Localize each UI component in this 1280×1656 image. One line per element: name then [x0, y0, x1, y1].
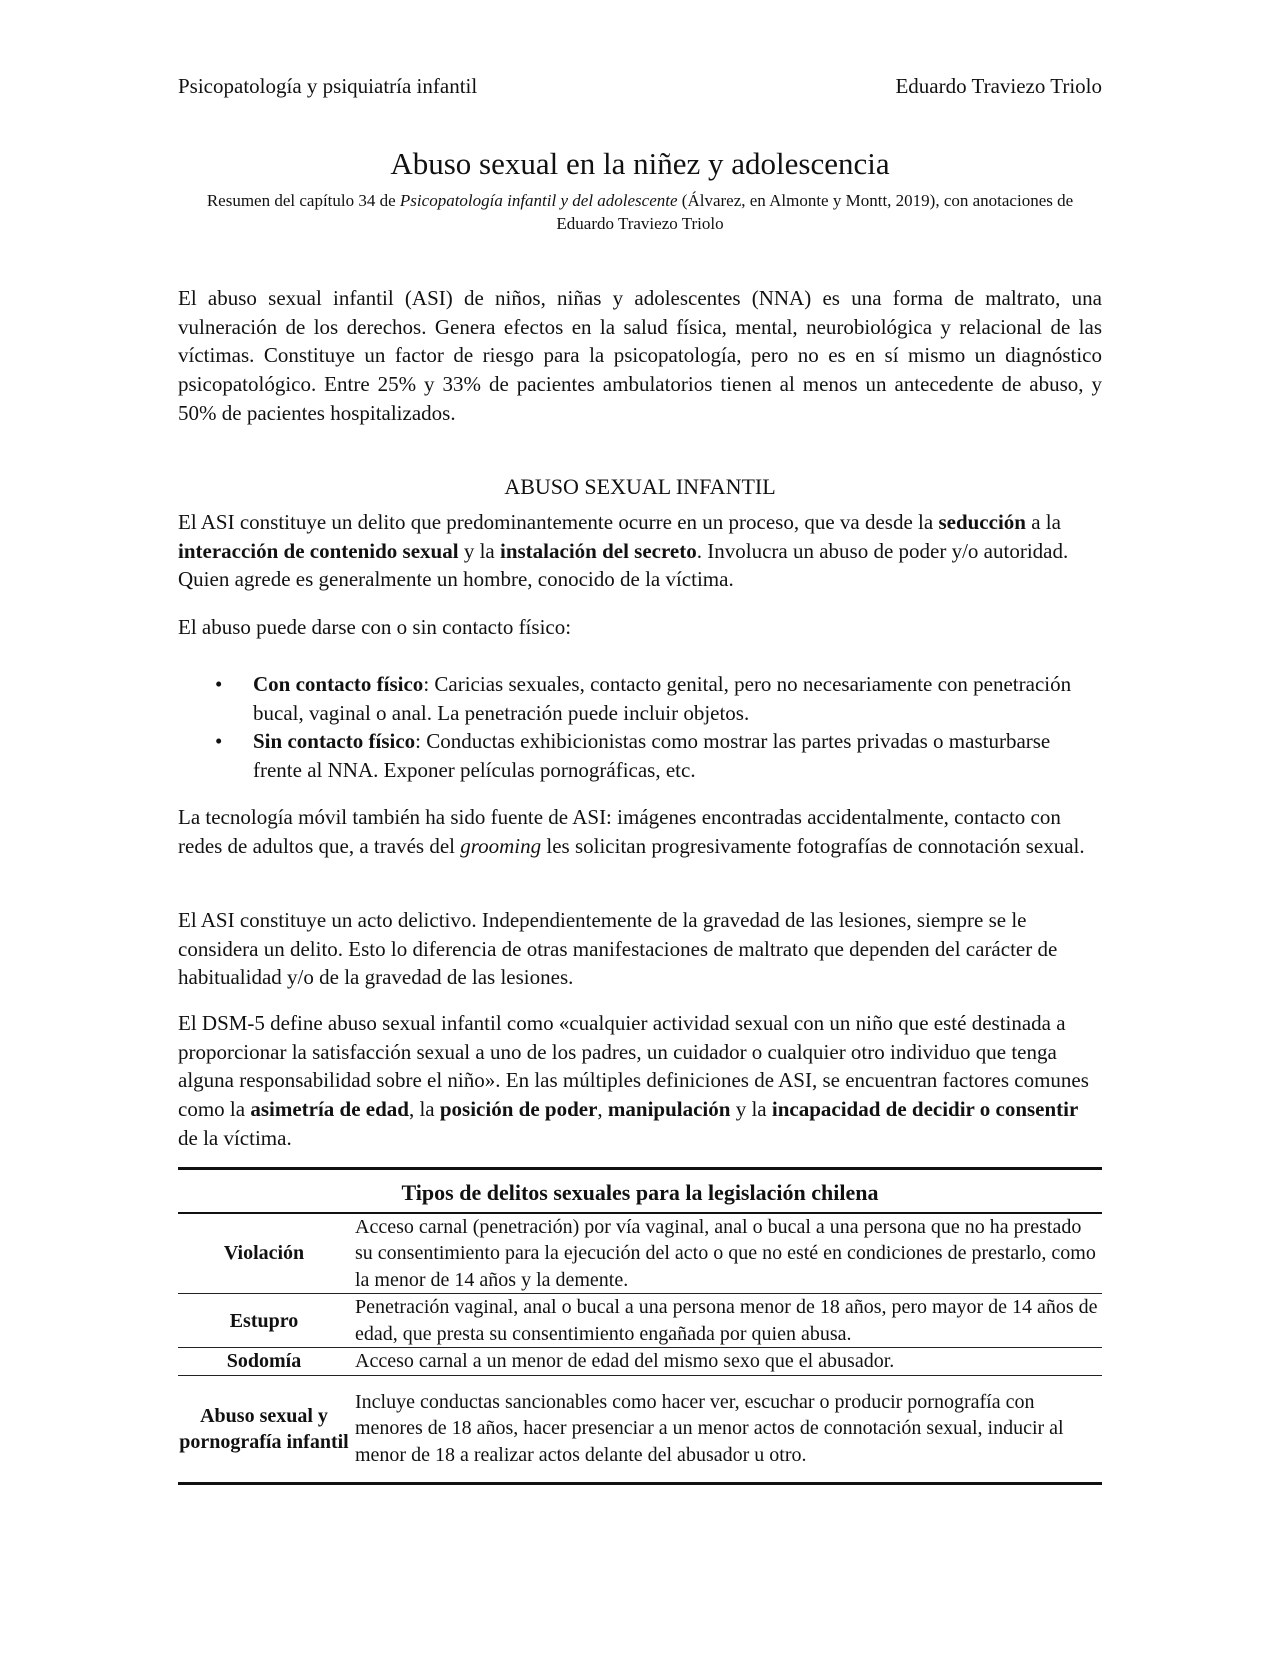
bullet-icon: • — [215, 672, 223, 696]
header-course: Psicopatología y psiquiatría infantil — [178, 74, 478, 98]
document-title: Abuso sexual en la niñez y adolescencia — [390, 146, 890, 181]
text-run: , — [597, 1097, 608, 1122]
section-heading: ABUSO SEXUAL INFANTIL — [504, 474, 776, 499]
table-definition: Acceso carnal a un menor de edad del mismo sexo que el abusador. — [350, 1348, 1102, 1376]
text-run: les solicitan progresivamente fotografías de connotación sexual. — [541, 833, 1085, 858]
bold-term: posición de poder — [439, 1097, 598, 1122]
subtitle-after: (Álvarez, en Almonte y Montt, 2019), con anotaciones de Eduardo Traviezo Triolo — [556, 191, 1074, 233]
header-author: Eduardo Traviezo Triolo — [895, 74, 1102, 98]
text-run: La tecnología móvil también ha sido fuente de ASI: imágenes encontradas accidentalmente, contacto con redes de adultos que, a través del — [178, 805, 1061, 858]
paragraph-dsm5 — [178, 1009, 1102, 1153]
bold-term: asimetría de edad — [250, 1097, 409, 1122]
table-title: Tipos de delitos sexuales para la legislación chilena — [178, 1169, 1102, 1213]
paragraph-contact: El abuso puede darse con o sin contacto físico: — [178, 615, 572, 639]
table-definition: Penetración vaginal, anal o bucal a una persona menor de 18 años, pero mayor de 14 años de edad, que presta su consentimiento engañada por quien abusa. — [350, 1294, 1102, 1348]
table-term: Violación — [178, 1213, 350, 1294]
subtitle-before: Resumen del capítulo 34 de — [206, 191, 400, 210]
bullet-icon: • — [215, 729, 223, 754]
text-run: , la — [408, 1097, 440, 1122]
list-item — [178, 670, 1102, 727]
text-run: El DSM-5 define abuso sexual infantil como «cualquier actividad sexual con un niño que esté destinada a proporcionar la satisfacción sexual a uno de los padres, un cuidador o cualquier otro individuo que tenga alguna responsabilidad sobre el niño». En las múltiples definiciones de ASI, se encuentran factores comunes como la — [178, 1011, 1089, 1122]
text-run: y la — [730, 1097, 772, 1122]
paragraph-delict: El ASI constituye un acto delictivo. Independientemente de la gravedad de las lesiones, siempre se le considera un delito. Esto lo diferencia de otras manifestaciones de maltrato que dependen del carácter de habitualidad y/o de la gravedad de las lesiones. — [178, 908, 1058, 990]
bold-term: Sin contacto físico — [253, 729, 416, 754]
text-run: de la víctima. — [178, 1125, 292, 1150]
text-run: y la — [458, 538, 500, 563]
italic-term: grooming — [460, 833, 542, 858]
bold-term: Con contacto físico — [253, 672, 424, 696]
bold-term: instalación del secreto — [499, 538, 697, 563]
table-row — [178, 1348, 1102, 1376]
text-run: : Conductas exhibicionistas como mostrar las partes privadas o masturbarse frente al NNA. Exponer películas pornográficas, etc. — [253, 729, 1051, 783]
text-run: : Caricias sexuales, contacto genital, pero no necesariamente con penetración bucal, vaginal o anal. La penetración puede incluir objetos. — [253, 672, 1072, 725]
table-row — [178, 1375, 1102, 1483]
table-term: Estupro — [178, 1294, 350, 1348]
table-row — [178, 1213, 1102, 1294]
sexual-crimes-table — [178, 1167, 1102, 1485]
table-header-row — [178, 1169, 1102, 1213]
text-run: . Involucra un abuso de poder y/o autoridad. Quien agrede es generalmente un hombre, conocido de la víctima. — [178, 538, 1069, 592]
paragraph-technology — [178, 803, 1102, 860]
bold-term: incapacidad de decidir o consentir — [771, 1097, 1079, 1122]
intro-paragraph: El abuso sexual infantil (ASI) de niños, niñas y adolescentes (NNA) es una forma de maltrato, una vulneración de los derechos. Genera efectos en la salud física, mental, neurobiológica y relacional de las víctimas. Constituye un factor de riesgo para la psicopatología, pero no es en sí mismo un diagnóstico psicopatológico. Entre 25% y 33% de pacientes ambulatorios tienen al menos un antecedente de abuso, y 50% de pacientes hospitalizados. — [178, 286, 1102, 425]
list-item — [178, 727, 1102, 784]
paragraph-definition — [178, 508, 1102, 594]
bold-term: manipulación — [607, 1097, 731, 1122]
text-run: a la — [1025, 510, 1061, 534]
table-definition: Acceso carnal (penetración) por vía vaginal, anal o bucal a una persona que no ha prestado su consentimiento para la ejecución del acto o que no esté en condiciones de prestarlo, como la menor de 14 años y la demente. — [350, 1213, 1102, 1294]
bold-term: seducción — [938, 510, 1026, 534]
subtitle-book: Psicopatología infantil y del adolescente — [399, 191, 678, 210]
contact-list — [178, 670, 1102, 785]
table-term: Abuso sexual y pornografía infantil — [178, 1375, 350, 1483]
text-run: El ASI constituye un delito que predominantemente ocurre en un proceso, que va desde la — [178, 510, 939, 534]
bold-term: interacción de contenido sexual — [178, 538, 459, 563]
table-term: Sodomía — [178, 1348, 350, 1376]
table-definition: Incluye conductas sancionables como hacer ver, escuchar o producir pornografía con menores de 18 años, hacer presenciar a un menor actos de connotación sexual, inducir al menor de 18 a realizar actos delante del abusador u otro. — [350, 1375, 1102, 1483]
table-row — [178, 1294, 1102, 1348]
document-subtitle — [178, 189, 1102, 235]
